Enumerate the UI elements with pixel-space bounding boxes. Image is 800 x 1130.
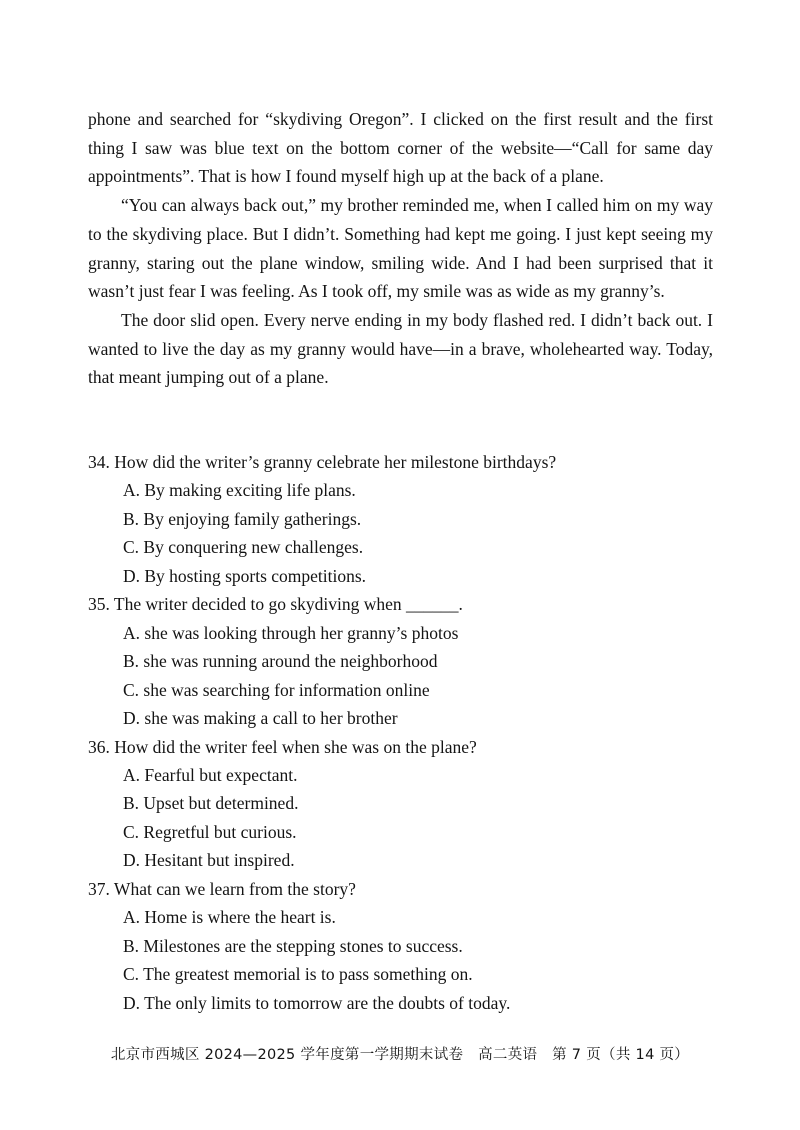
option-a: A. she was looking through her granny’s photos (123, 622, 459, 643)
question-37 (88, 875, 713, 1017)
question-36 (88, 733, 713, 875)
passage-paragraph: phone and searched for “skydiving Oregon”. I clicked on the first result and the first thing I saw was blue text on the bottom corner of the website—“Call for same day appointments”. That is how I found myself high up at the back of a plane. (88, 109, 713, 187)
question-stem: 35. The writer decided to go skydiving when ______. (88, 594, 463, 615)
reading-passage (88, 105, 713, 392)
option-d: D. Hesitant but inspired. (123, 850, 295, 871)
option-b: B. By enjoying family gatherings. (123, 508, 362, 529)
option-b: B. she was running around the neighborhood (123, 651, 438, 672)
option-c: C. The greatest memorial is to pass something on. (123, 964, 473, 985)
question-stem: 37. What can we learn from the story? (88, 878, 356, 899)
option-b: B. Milestones are the stepping stones to success. (123, 935, 463, 956)
question-list (88, 448, 713, 1017)
option-a: A. Home is where the heart is. (123, 907, 336, 928)
option-a: A. By making exciting life plans. (123, 480, 356, 501)
option-c: C. Regretful but curious. (123, 821, 297, 842)
question-stem: 36. How did the writer feel when she was on the plane? (88, 736, 477, 757)
option-b: B. Upset but determined. (123, 793, 299, 814)
option-d: D. she was making a call to her brother (123, 708, 398, 729)
question-34 (88, 448, 713, 590)
option-d: D. By hosting sports competitions. (123, 565, 367, 586)
option-a: A. Fearful but expectant. (123, 764, 298, 785)
option-d: D. The only limits to tomorrow are the doubts of today. (123, 992, 511, 1013)
option-c: C. By conquering new challenges. (123, 537, 364, 558)
passage-paragraph: “You can always back out,” my brother reminded me, when I called him on my way to the skydiving place. But I didn’t. Something had kept me going. I just kept seeing my granny, staring out the plane window, smiling wide. And I had been surprised that it wasn’t just fear I was feeling. As I took off, my smile was as wide as my granny’s. (88, 195, 713, 302)
passage-paragraph: The door slid open. Every nerve ending in my body flashed red. I didn’t back out. I wanted to live the day as my granny would have—in a brave, wholehearted way. Today, that meant jumping out of a plane. (88, 309, 713, 388)
page-footer: 北京市西城区 2024—2025 学年度第一学期期末试卷 高二英语 第 7 页（共 14 页） (110, 1047, 690, 1063)
option-c: C. she was searching for information online (123, 679, 430, 700)
question-35 (88, 590, 713, 732)
question-stem: 34. How did the writer’s granny celebrate her milestone birthdays? (88, 452, 557, 472)
